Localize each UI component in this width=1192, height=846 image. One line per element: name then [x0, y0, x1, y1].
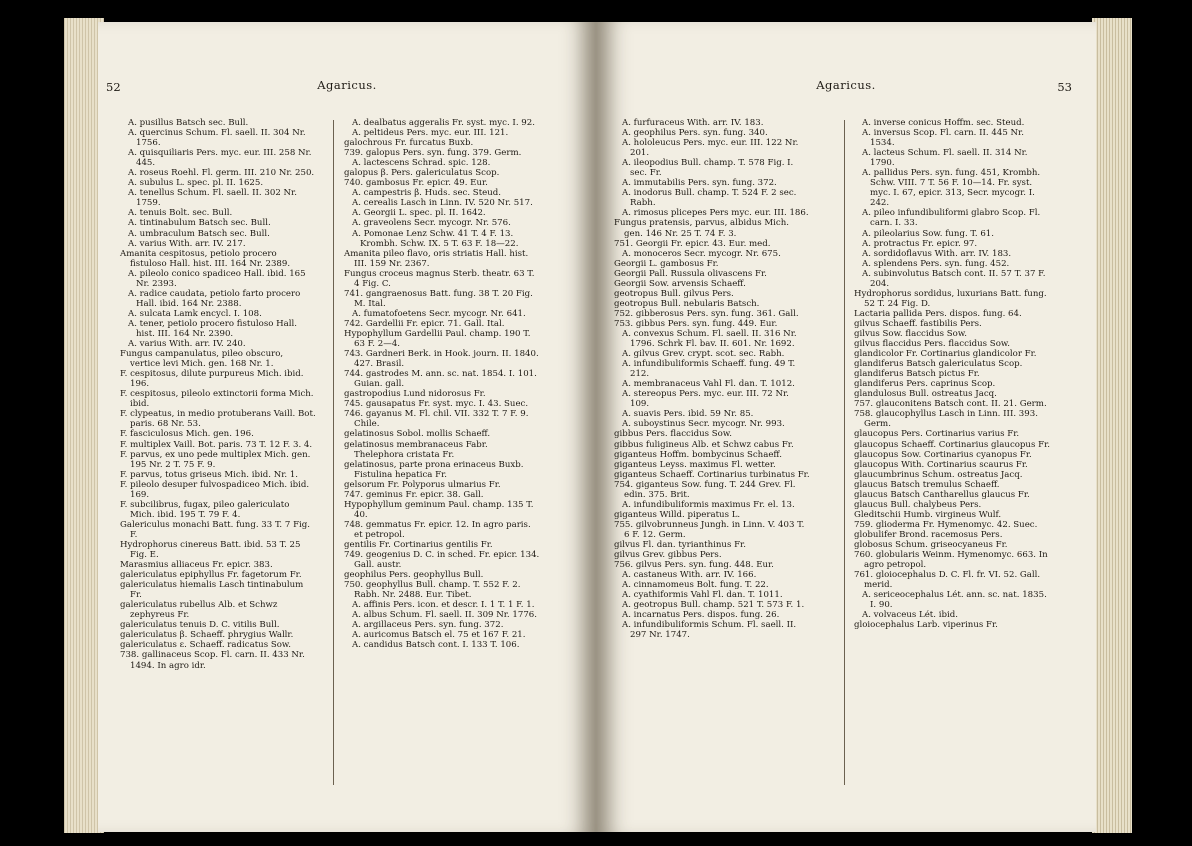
index-entry: galopus β. Pers. galericulatus Scop.: [344, 168, 500, 179]
index-entry: A. convexus Schum. Fl. saell. II. 316 Nr. 1796. Schrk Fl. bav. II. 601. Nr. 1692.: [622, 328, 797, 350]
index-entry: glaucus Batsch Cantharellus glaucus Fr.: [854, 489, 1030, 500]
index-entry: Hypophyllum Gardellii Paul. champ. 190 T. 63 F. 2—4.: [344, 328, 531, 350]
index-entry: A. sericeocephalus Lét. ann. sc. nat. 1835. I. 90.: [862, 590, 1047, 611]
index-entry: gelatinosus membranaceus Fabr. Thelephora cristata Fr.: [344, 439, 488, 460]
index-entry: galericulatus rubellus Alb. et Schwz zephyreus Fr.: [120, 600, 278, 621]
index-entry: 751. Georgii Fr. epicr. 43. Eur. med.: [614, 238, 771, 249]
index-entry: A. albus Schum. Fl. saell. II. 309 Nr. 1776.: [352, 610, 537, 621]
index-entry: Fungus pratensis, parvus, albidus Mich. gen. 146 Nr. 25 T. 74 F. 3.: [614, 218, 789, 239]
index-entry: A. stereopus Pers. myc. eur. III. 72 Nr. 109.: [622, 389, 789, 410]
index-entry: A. radice caudata, petiolo farto procero Hall. ibid. 164 Nr. 2388.: [128, 288, 301, 309]
index-entry: geotropus Bull. nebularis Batsch.: [614, 298, 760, 309]
column-rule: [333, 120, 334, 785]
index-entry: A. candidus Batsch cont. I. 133 T. 106.: [352, 640, 520, 651]
index-entry: A. lacteus Schum. Fl. saell. II. 314 Nr. 1790.: [862, 148, 1028, 169]
index-entry: A. furfuraceus With. arr. IV. 183.: [622, 118, 764, 128]
index-entry: A. umbraculum Batsch sec. Bull.: [128, 228, 270, 239]
index-entry: gilvus Fl. dan. tyrianthinus Fr.: [614, 539, 746, 550]
index-entry: A. pileo infundibuliformi glabro Scop. Fl. carn. I. 33.: [862, 208, 1041, 229]
index-entry: A. membranaceus Vahl Fl. dan. T. 1012.: [622, 379, 795, 390]
index-entry: 747. geminus Fr. epicr. 38. Gall.: [344, 489, 484, 500]
index-entry: 749. geogenius D. C. in sched. Fr. epicr. 134. Gall. austr.: [344, 550, 540, 571]
index-entry: Gleditschii Humb. virgineus Wulf.: [854, 509, 1002, 520]
index-entry: 743. Gardneri Berk. in Hook. journ. II. 1840. 427. Brasil.: [344, 349, 539, 370]
index-entry: glaucopus Pers. Cortinarius varius Fr.: [854, 429, 1020, 440]
index-entry: A. peltideus Pers. myc. eur. III. 121.: [352, 128, 509, 139]
index-entry: 759. glioderma Fr. Hymenomyc. 42. Suec.: [854, 519, 1038, 530]
index-entry: gilvus Sow. flaccidus Sow.: [854, 328, 967, 339]
left-page: [98, 22, 596, 832]
index-entry: A. Pomonae Lenz Schw. 41 T. 4 F. 13. Krombh. Schw. IX. 5 T. 63 F. 18—22.: [352, 228, 519, 249]
index-entry: Fungus campanulatus, pileo obscuro, vertice levi Mich. gen. 168 Nr. 1.: [120, 349, 284, 370]
index-entry: A. volvaceus Lét. ibid.: [862, 610, 958, 621]
index-entry: A. cerealis Lasch in Linn. IV. 520 Nr. 517.: [352, 198, 533, 209]
index-entry: galericulatus tenuis D. C. vitilis Bull.: [120, 620, 280, 631]
index-entry: A. auricomus Batsch el. 75 et 167 F. 21.: [352, 630, 526, 641]
index-entry: gastropodius Lund nidorosus Fr.: [344, 389, 486, 400]
index-entry: A. argillaceus Pers. syn. fung. 372.: [352, 620, 504, 631]
index-entry: A. sulcata Lamk encycl. I. 108.: [128, 308, 262, 319]
index-entry: giganteus Schaeff. Cortinarius turbinatus Fr.: [614, 469, 810, 480]
index-entry: A. subulus L. spec. pl. II. 1625.: [128, 178, 264, 189]
column-rule: [844, 120, 845, 785]
index-entry: 738. gallinaceus Scop. Fl. carn. II. 433 Nr. 1494. In agro idr.: [120, 650, 305, 671]
index-entry: A. graveolens Secr. mycogr. Nr. 576.: [352, 218, 511, 229]
index-entry: 744. gastrodes M. ann. sc. nat. 1854. I. 101. Guian. gall.: [344, 369, 537, 390]
index-entry: 755. gilvobrunneus Jungh. in Linn. V. 403 T. 6 F. 12. Germ.: [614, 519, 805, 540]
index-entry: Fungus croceus magnus Sterb. theatr. 63 T. 4 Fig. C.: [344, 268, 535, 289]
index-entry: gilvus Schaeff. fastibilis Pers.: [854, 318, 982, 329]
index-entry: A. pileolo conico spadiceo Hall. ibid. 165 Nr. 2393.: [128, 268, 306, 289]
index-entry: Hydrophorus cinereus Batt. ibid. 53 T. 25 Fig. E.: [120, 539, 301, 561]
index-entry: F. parvus, ex uno pede multiplex Mich. gen. 195 Nr. 2 T. 75 F. 9.: [120, 449, 311, 470]
index-entry: A. inverse conicus Hoffm. sec. Steud.: [862, 118, 1025, 128]
index-entry: geotropus Bull. gilvus Pers.: [614, 288, 734, 299]
index-entry: A. geotropus Bull. champ. 521 T. 573 F. 1.: [622, 600, 805, 611]
index-entry: glandiferus Pers. caprinus Scop.: [854, 379, 996, 390]
index-entry: A. infundibuliformis Schaeff. fung. 49 T. 212.: [622, 359, 796, 380]
index-entry: A. infundibuliformis maximus Fr. el. 13.: [622, 499, 795, 510]
index-entry: 742. Gardellii Fr. epicr. 71. Gall. Ital.: [344, 318, 505, 329]
index-entry: 756. gilvus Pers. syn. fung. 448. Eur.: [614, 560, 774, 571]
index-entry: A. pileolarius Sow. fung. T. 61.: [862, 228, 995, 239]
page-edges-right: [1092, 18, 1132, 833]
index-entry: A. tener, petiolo procero fistuloso Hall. hist. III. 164 Nr. 2390.: [128, 318, 297, 339]
index-entry: A. suboystinus Secr. mycogr. Nr. 993.: [622, 419, 785, 430]
index-entry: A. pusillus Batsch sec. Bull.: [128, 118, 249, 128]
index-entry: globulifer Brond. racemosus Pers.: [854, 529, 1003, 540]
index-entry: Galericulus monachi Batt. fung. 33 T. 7 Fig. F.: [120, 519, 311, 540]
index-entry: A. lactescens Schrad. spic. 128.: [352, 158, 491, 169]
index-entry: A. inversus Scop. Fl. carn. II. 445 Nr. 1534.: [862, 128, 1024, 149]
index-entry: glandiferus Batsch galericulatus Scop.: [854, 359, 1023, 370]
index-entry: F. subcilibrus, fugax, pileo galericulato Mich. ibid. 195 T. 79 F. 4.: [120, 499, 290, 520]
index-entry: globosus Schum. griseocyaneus Fr.: [854, 539, 1008, 550]
index-entry: F. clypeatus, in medio protuberans Vaill. Bot. paris. 68 Nr. 53.: [120, 409, 316, 430]
index-entry: A. monoceros Secr. mycogr. Nr. 675.: [622, 248, 781, 259]
index-entry: A. tintinabulum Batsch sec. Bull.: [128, 218, 271, 229]
index-entry: A. roseus Roehl. Fl. germ. III. 210 Nr. 250.: [128, 168, 315, 179]
index-entry: giganteus Leyss. maximus Fl. wetter.: [614, 459, 776, 470]
index-entry: A. varius With. arr. IV. 240.: [128, 339, 246, 350]
index-entry: Georgii L. gambosus Fr.: [614, 258, 719, 269]
index-entry: gelatinosus, parte prona erinaceus Buxb. Fistulina hepatica Fr.: [344, 459, 524, 480]
index-entry: gibbus fuligineus Alb. et Schwz cabus Fr.: [614, 439, 794, 450]
index-entry: A. immutabilis Pers. syn. fung. 372.: [622, 178, 777, 189]
index-entry: A. tenuis Bolt. sec. Bull.: [128, 208, 233, 219]
index-entry: F. cespitosus, dilute purpureus Mich. ibid. 196.: [120, 369, 304, 390]
index-entry: gelatinosus Sobol. mollis Schaeff.: [344, 429, 491, 440]
page-number: 53: [1057, 80, 1072, 94]
index-entry: 739. galopus Pers. syn. fung. 379. Germ.: [344, 148, 522, 159]
index-entry: A. cinnamomeus Bolt. fung. T. 22.: [622, 580, 769, 591]
index-entry: glaucopus Sow. Cortinarius cyanopus Fr.: [854, 449, 1032, 460]
index-entry: A. subinvolutus Batsch cont. II. 57 T. 37 F. 204.: [862, 268, 1046, 289]
index-entry: Georgii Sow. arvensis Schaeff.: [614, 278, 746, 289]
index-entry: giganteus Hoffm. bombycinus Schaeff.: [614, 449, 782, 460]
index-entry: F. cespitosus, pileolo extinctorii forma Mich. ibid.: [120, 389, 314, 410]
index-entry: geophilus Pers. geophyllus Bull.: [344, 570, 484, 581]
index-entry: galericulatus ε. Schaeff. radicatus Sow.: [120, 640, 291, 651]
index-entry: A. ileopodius Bull. champ. T. 578 Fig. I. sec. Fr.: [622, 158, 794, 179]
index-entry: F. pileolo desuper fulvospadiceo Mich. ibid. 169.: [120, 479, 310, 500]
index-entry: glaucopus With. Cortinarius scaurus Fr.: [854, 459, 1028, 470]
left-column-1: [120, 118, 316, 671]
index-entry: glandicolor Fr. Cortinarius glandicolor Fr.: [854, 349, 1037, 360]
index-entry: gentilis Fr. Cortinarius gentilis Fr.: [344, 539, 493, 550]
running-head: Agaricus.: [816, 78, 876, 92]
index-entry: gloiocephalus Larb. viperinus Fr.: [854, 620, 998, 631]
index-entry: 753. gibbus Pers. syn. fung. 449. Eur.: [614, 318, 778, 329]
index-entry: A. geophilus Pers. syn. fung. 340.: [622, 128, 768, 139]
index-entry: A. incarnatus Pers. dispos. fung. 26.: [622, 610, 780, 621]
index-entry: A. campestris β. Huds. sec. Steud.: [352, 188, 502, 199]
index-entry: 760. globularis Weinm. Hymenomyc. 663. In agro petropol.: [854, 550, 1048, 571]
index-entry: glaucus Batsch tremulus Schaeff.: [854, 479, 1000, 490]
index-entry: A. fumatofoetens Secr. mycogr. Nr. 641.: [352, 308, 526, 319]
left-column-2: [344, 118, 540, 650]
index-entry: F. fasciculosus Mich. gen. 196.: [120, 429, 254, 440]
index-entry: gelsorum Fr. Polyporus ulmarius Fr.: [344, 479, 501, 490]
page-number: 52: [106, 80, 121, 94]
right-column-1: [614, 118, 810, 640]
index-entry: 758. glaucophyllus Lasch in Linn. III. 393. Germ.: [854, 409, 1038, 430]
index-entry: 757. glauconitens Batsch cont. II. 21. Germ.: [854, 399, 1047, 410]
index-entry: galericulatus epiphyllus Fr. fagetorum Fr.: [120, 570, 302, 581]
index-entry: A. inodorus Bull. champ. T. 524 F. 2 sec. Rabh.: [622, 188, 797, 209]
index-entry: A. rimosus plicepes Pers myc. eur. III. 186.: [622, 208, 809, 219]
index-entry: A. suavis Pers. ibid. 59 Nr. 85.: [622, 409, 754, 420]
index-entry: A. dealbatus aggeralis Fr. syst. myc. I. 92.: [352, 118, 535, 128]
index-entry: glandiferus Batsch pictus Fr.: [854, 369, 980, 380]
index-entry: glaucus Bull. chalybeus Pers.: [854, 499, 982, 510]
index-entry: Hypophyllum geminum Paul. champ. 135 T. 40.: [344, 499, 534, 520]
index-entry: gilvus Grev. gibbus Pers.: [614, 550, 722, 561]
running-head: Agaricus.: [317, 78, 377, 92]
index-entry: A. quercinus Schum. Fl. saell. II. 304 Nr. 1756.: [128, 128, 306, 149]
index-entry: 752. gibberosus Pers. syn. fung. 361. Gall.: [614, 308, 799, 319]
index-entry: 750. geophyllus Bull. champ. T. 552 F. 2. Rabh. Nr. 2488. Eur. Tibet.: [344, 580, 521, 601]
index-entry: F. parvus, totus griseus Mich. ibid. Nr. 1.: [120, 469, 299, 480]
index-entry: 741. gangraenosus Batt. fung. 38 T. 20 Fig. M. Ital.: [344, 288, 533, 309]
index-entry: A. Georgii L. spec. pl. II. 1642.: [352, 208, 486, 219]
index-entry: A. tenellus Schum. Fl. saell. II. 302 Nr. 1759.: [128, 188, 297, 209]
index-entry: galochrous Fr. furcatus Buxb.: [344, 138, 474, 149]
index-entry: giganteus Willd. piperatus L.: [614, 509, 741, 520]
index-entry: 754. giganteus Sow. fung. T. 244 Grev. Fl. edin. 375. Brit.: [614, 479, 796, 500]
index-entry: Georgii Pall. Russula olivascens Fr.: [614, 268, 767, 279]
index-entry: 761. gloiocephalus D. C. Fl. fr. VI. 52. Gall. merid.: [854, 570, 1041, 591]
right-page: [596, 22, 1096, 832]
index-entry: Lactaria pallida Pers. dispos. fung. 64.: [854, 308, 1022, 319]
index-entry: 745. gausapatus Fr. syst. myc. I. 43. Suec.: [344, 399, 529, 410]
right-column-2: [854, 118, 1050, 630]
index-entry: A. affinis Pers. icon. et descr. I. 1 T. 1 F. 1.: [352, 600, 535, 611]
index-entry: F. multiplex Vaill. Bot. paris. 73 T. 12 F. 3. 4.: [120, 439, 313, 450]
index-entry: glaucumbrinus Schum. ostreatus Jacq.: [854, 469, 1023, 480]
index-entry: galericulatus hiemalis Lasch tintinabulum Fr.: [120, 580, 304, 601]
index-entry: 748. gemmatus Fr. epicr. 12. In agro paris. et petropol.: [344, 519, 531, 540]
index-entry: gibbus Pers. flaccidus Sow.: [614, 429, 732, 440]
index-entry: A. infundibuliformis Schum. Fl. saell. II. 297 Nr. 1747.: [622, 620, 797, 641]
index-entry: Amanita pileo flavo, oris striatis Hall. hist. III. 159 Nr. 2367.: [344, 248, 529, 269]
index-entry: A. pallidus Pers. syn. fung. 451, Krombh. Schw. VIII. 7 T. 56 F. 10—14. Fr. syst. myc. I. 67, epicr. 313, Secr. mycogr. I. 242.: [862, 168, 1041, 209]
index-entry: A. varius With. arr. IV. 217.: [128, 238, 246, 249]
index-entry: galericulatus β. Schaeff. phrygius Wallr.: [120, 630, 294, 641]
index-entry: Amanita cespitosus, petiolo procero fistuloso Hall. hist. III. 164 Nr. 2389.: [120, 248, 291, 269]
index-entry: A. protractus Fr. epicr. 97.: [862, 238, 978, 249]
index-entry: Marasmius alliaceus Fr. epicr. 383.: [120, 560, 273, 571]
index-entry: A. hololeucus Pers. myc. eur. III. 122 Nr. 201.: [622, 138, 799, 159]
index-entry: A. sordidoflavus With. arr. IV. 183.: [862, 248, 1012, 259]
index-entry: gilvus flaccidus Pers. flaccidus Sow.: [854, 339, 1010, 350]
index-entry: A. gilvus Grev. crypt. scot. sec. Rabh.: [622, 349, 785, 360]
index-entry: 740. gambosus Fr. epicr. 49. Eur.: [344, 178, 488, 189]
index-entry: A. splendens Pers. syn. fung. 452.: [862, 258, 1010, 269]
index-entry: A. castaneus With. arr. IV. 166.: [622, 570, 757, 581]
index-entry: 746. gayanus M. Fl. chil. VII. 332 T. 7 F. 9. Chile.: [344, 409, 529, 430]
index-entry: glandulosus Bull. ostreatus Jacq.: [854, 389, 997, 400]
index-entry: Hydrophorus sordidus, luxurians Batt. fung. 52 T. 24 Fig. D.: [854, 288, 1047, 309]
index-entry: A. cyathiformis Vahl Fl. dan. T. 1011.: [622, 590, 783, 601]
index-entry: A. quisquiliaris Pers. myc. eur. III. 258 Nr. 445.: [128, 148, 312, 169]
index-entry: glaucopus Schaeff. Cortinarius glaucopus Fr.: [854, 439, 1050, 450]
